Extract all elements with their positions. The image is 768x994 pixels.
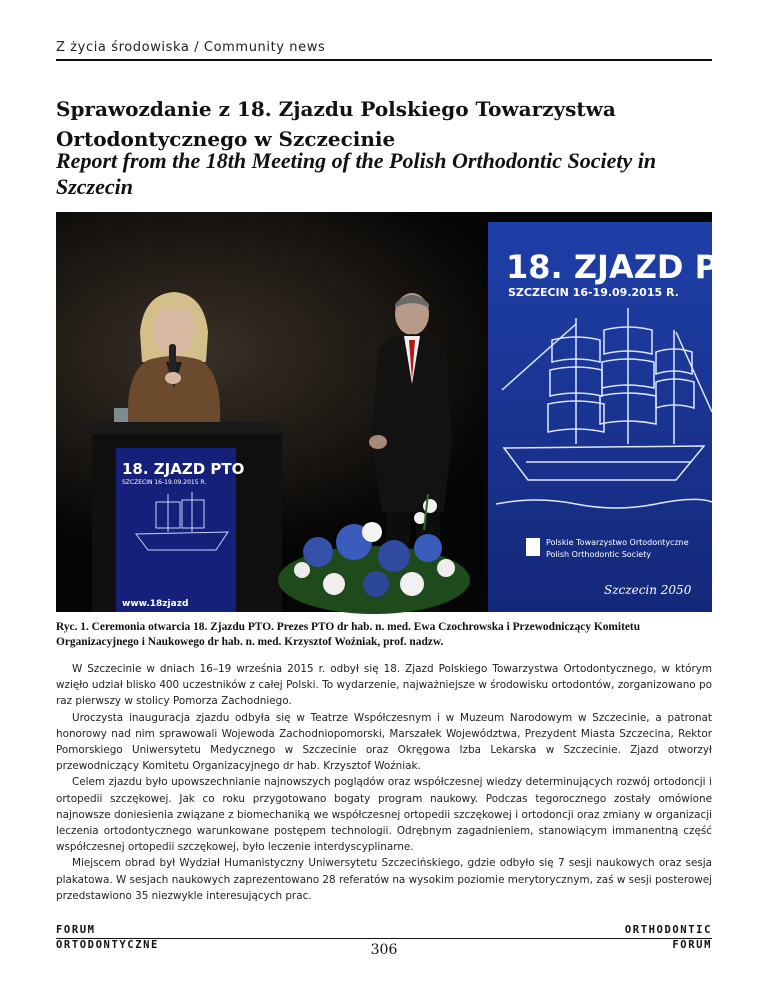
conference-banner [488,222,767,612]
banner-society-english: Polish Orthodontic Society [546,550,652,559]
paragraph: Miejscem obrad był Wydział Humanistyczny Uniwersytetu Szczecińskiego, gdzie odbyło się 7 sesji naukowych oraz sesja plakatowa. W sesjach naukowych zaprezentowano 28 referatów na wysokim poziomie merytorycznym, zaś w sesji posterowej przedstawiono 35 niezwykle interesujących prac. [56,857,712,902]
footer-rule [56,938,712,939]
article-body [56,661,712,904]
podium [80,408,288,612]
page-number: 306 [370,942,398,958]
footer-left-line1: FORUM [56,924,96,936]
society-logo [526,538,540,556]
water-glass [114,408,128,422]
paragraph: Uroczysta inauguracja zjazdu odbyła się w Teatrze Współczesnym i w Muzeum Narodowym w Szczecinie, a patronat honorowy nad nim sprawowali Wojewoda Zachodniopomorski, Marszałek Województwa, Prezydent Miasta Szczecina, Rektor Pomorskiego Uniwersytetu Medycznego w Szczecinie oraz Okręgowa Izba Lekarska w Szczecinie. Zjazd otworzył przewodniczący Komitetu Organizacyjnego dr hab. Krzysztof Woźniak. [56,711,712,773]
podium-dates: SZCZECIN 16-19.09.2015 R. [122,479,207,486]
podium-title: 18. ZJAZD PTO [122,460,245,478]
podium-url: www.18zjazd [122,599,189,609]
banner-society-polish: Polskie Towarzystwo Ortodontyczne [546,538,689,547]
paragraph: Celem zjazdu było upowszechnianie najnowszych poglądów oraz współczesnej wiedzy determinujących rozwój ortodoncji i ortopedii szczękowej. Jak co roku przygotowano bogaty program naukowy. Podczas tegorocznego zostały omówione najnowsze doniesienia związane z biomechaniką we współczesnej ortopedii szczękowej i ortodoncji oraz zmiany w organizacji leczenia ortodontycznego warunkowane postępem technologii. Odrębnym zagadnieniem, stanowiącym immanentną część współczesnej ortopedii szczękowej, było leczenie interdyscyplinarne. [56,776,712,854]
article-title-polish: Sprawozdanie z 18. Zjazdu Polskiego Towarzystwa Ortodontycznego w Szczecinie [56,97,616,151]
footer-right-line1: ORTHODONTIC [624,924,712,936]
banner-title: 18. ZJAZD PTO [506,248,768,286]
paragraph: W Szczecinie w dniach 16–19 września 2015 r. odbył się 18. Zjazd Polskiego Towarzystwa Ortodontycznego, w którym wzięło udział blisko 400 uczestników z całej Polski. To wydarzenie, najważniejsze w środowisku ortodontów, zorganizowano po raz pierwszy w stolicy Pomorza Zachodniego. [56,663,712,708]
banner-signature: Szczecin 2050 [604,583,692,597]
footer-right-line2: FORUM [672,939,712,951]
section-header: Z życia środowiska / Community news [56,40,326,55]
banner-dates: SZCZECIN 16-19.09.2015 R. [508,286,679,299]
footer-left-line2: ORTODONTYCZNE [56,939,159,951]
microphone [169,344,176,376]
article-title-english: Report from the 18th Meeting of the Polish Orthodontic Society in Szczecin [56,148,657,199]
header-rule [56,59,712,61]
figure-caption: Ryc. 1. Ceremonia otwarcia 18. Zjazdu PTO. Prezes PTO dr hab. n. med. Ewa Czochrowska i Przewodniczący Komitetu Organizacyjnego i Naukowego dr hab. n. med. Krzysztof Woźniak, prof. nadzw. [56,621,641,648]
ceremony-photo [56,212,768,612]
